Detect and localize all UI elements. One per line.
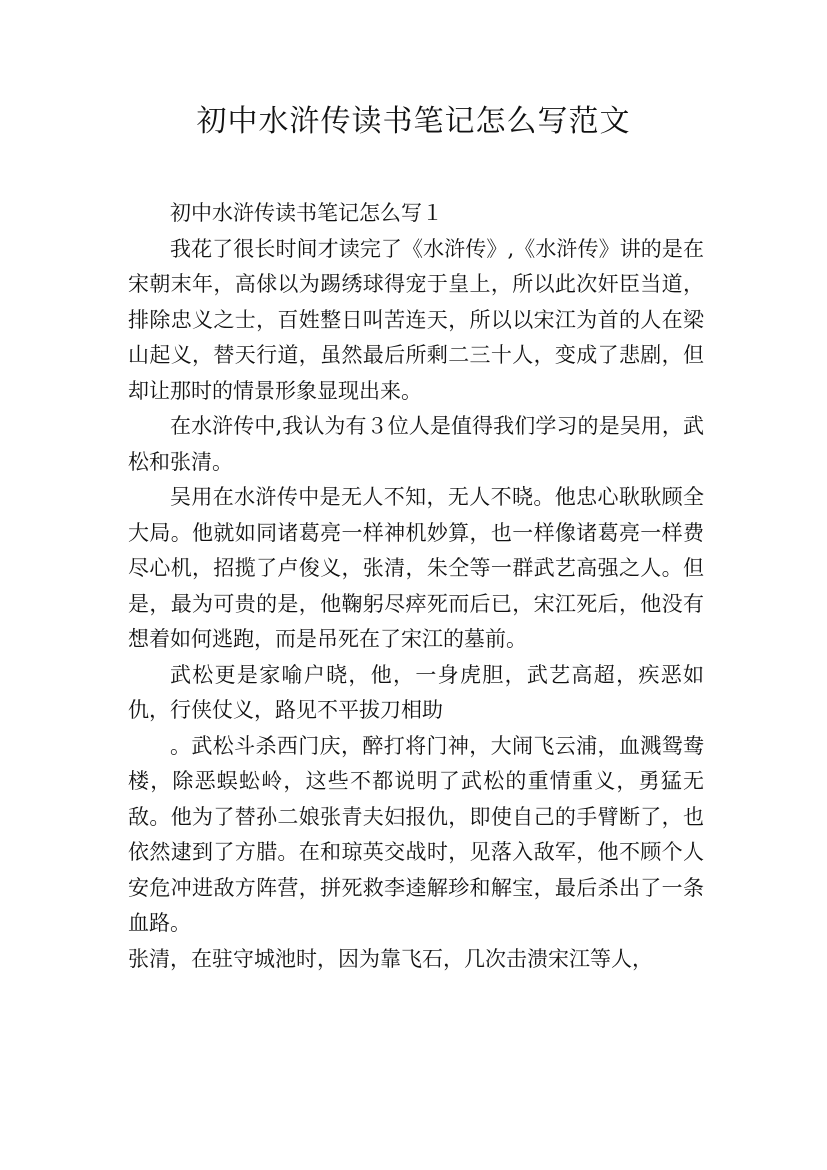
paragraph-3: 吴用在水浒传中是无人不知，无人不晓。他忠心耿耿顾全大局。他就如同诸葛亮一样神机妙算，也一样像诸葛亮一样费尽心机，招揽了卢俊义，张清，朱仝等一群武艺高强之人。但是，最为可贵的是，他鞠躬尽瘁死而后已，宋江死后，他没有想着如何逃跑，而是吊死在了宋江的墓前。: [128, 485, 704, 651]
paragraph-6: 张清，在驻守城池时，因为靠飞石，几次击溃宋江等人，: [128, 946, 653, 971]
document-body: [128, 196, 704, 977]
document-title: 初中水浒传读书笔记怎么写范文: [196, 104, 631, 139]
paragraph-5: 。武松斗杀西门庆，醉打将门神，大闹飞云浦，血溅鸳鸯楼，除恶蜈蚣岭，这些不都说明了武松的重情重义，勇猛无敌。他为了替孙二娘张青夫妇报仇，即使自己的手臂断了，也依然逮到了方腊。在和琼英交战时，见落入敌军，他不顾个人安危冲进敌方阵营，拼死救李逵解珍和解宝，最后杀出了一条血路。: [128, 733, 704, 935]
paragraph-1: 我花了很长时间才读完了《水浒传》,《水浒传》讲的是在宋朝末年，高俅以为踢绣球得宠于皇上，所以此次奸臣当道，排除忠义之士，百姓整日叫苦连天，所以以宋江为首的人在梁山起义，替天行道，虽然最后所剩二三十人，变成了悲剧，但却让那时的情景形象显现出来。: [128, 236, 704, 403]
paragraph-2: 在水浒传中,我认为有３位人是值得我们学习的是吴用，武松和张清。: [128, 414, 704, 474]
paragraph-4: 武松更是家喻户晓，他，一身虎胆，武艺高超，疾恶如仇，行侠仗义，路见不平拔刀相助: [128, 662, 704, 722]
section-subheading: 初中水浒传读书笔记怎么写１: [170, 201, 443, 225]
